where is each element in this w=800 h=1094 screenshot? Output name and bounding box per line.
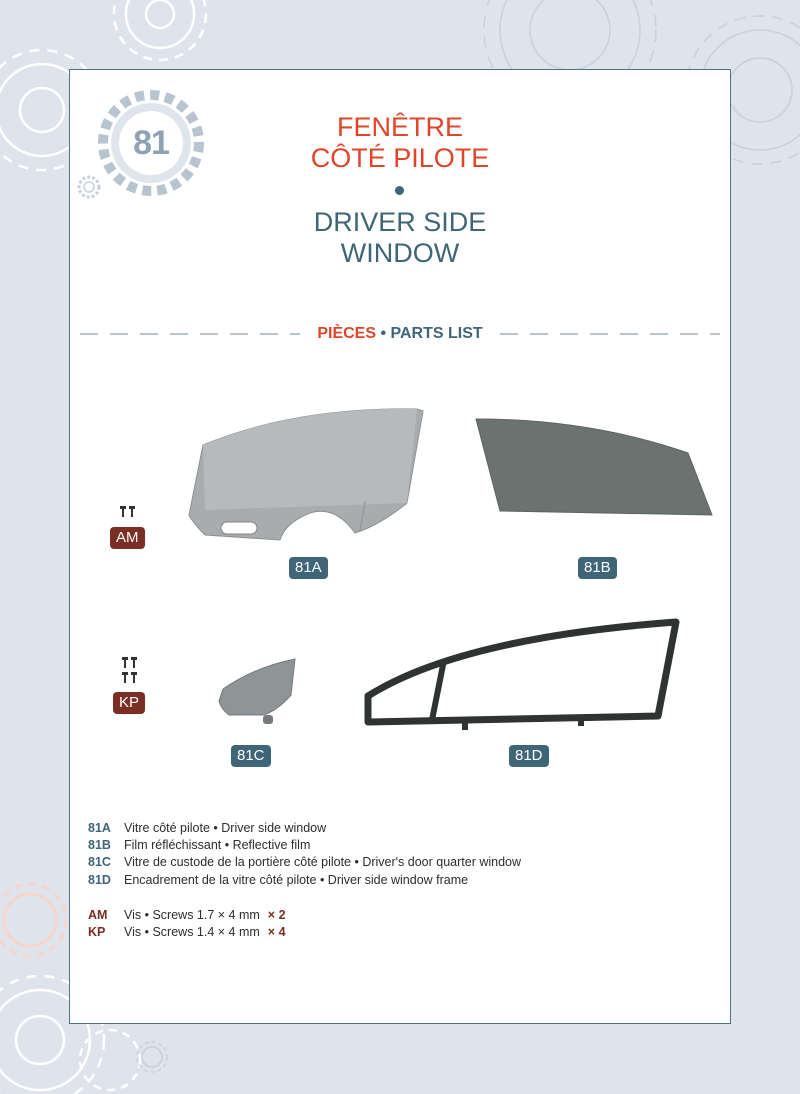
legend-text: Vis • Screws 1.4 × 4 mm bbox=[124, 925, 260, 939]
legend-text: Vis • Screws 1.7 × 4 mm bbox=[124, 908, 260, 922]
legend-code: 81B bbox=[88, 838, 111, 852]
screw-kp-icon bbox=[121, 656, 139, 686]
legend-row-81b bbox=[88, 836, 310, 854]
legend-row-81c bbox=[88, 853, 521, 871]
legend-text: Encadrement de la vitre côté pilote • Driver side window frame bbox=[124, 873, 469, 887]
legend-text: Film réfléchissant • Reflective film bbox=[124, 838, 311, 852]
title-en-line1: DRIVER SIDE bbox=[313, 207, 487, 237]
small-gear-icon bbox=[76, 174, 102, 200]
legend-code: KP bbox=[88, 925, 106, 939]
title-fr-line1: FENÊTRE bbox=[336, 112, 463, 142]
part-81b-film-image bbox=[470, 415, 715, 520]
chapter-number: 81 bbox=[133, 124, 169, 162]
screw-am-icon bbox=[119, 505, 137, 519]
parts-heading-separator: • bbox=[376, 325, 391, 342]
parts-list-heading bbox=[300, 322, 500, 346]
legend-code: 81C bbox=[88, 855, 111, 869]
legend-row-81a bbox=[88, 819, 326, 837]
screw-tag-am: AM bbox=[110, 527, 145, 549]
legend-text: Vitre de custode de la portière côté pilote • Driver's door quarter window bbox=[124, 855, 522, 869]
parts-heading-fr: PIÈCES bbox=[317, 325, 377, 342]
screw-tag-kp: KP bbox=[113, 692, 145, 714]
legend-code: AM bbox=[88, 908, 108, 922]
title-fr-line2: CÔTÉ PILOTE bbox=[310, 143, 490, 173]
part-tag-81a: 81A bbox=[289, 557, 328, 579]
legend-row-screw-kp bbox=[88, 923, 286, 941]
legend-code: 81A bbox=[88, 821, 111, 835]
title-separator-dot bbox=[395, 186, 404, 195]
part-tag-81d: 81D bbox=[509, 745, 549, 767]
part-tag-81b: 81B bbox=[578, 557, 617, 579]
legend-row-screw-am bbox=[88, 906, 286, 924]
part-81d-window-frame-image bbox=[360, 618, 682, 738]
legend-code: 81D bbox=[88, 873, 111, 887]
part-81c-quarter-window-image bbox=[215, 655, 300, 727]
legend-quantity: × 2 bbox=[267, 908, 286, 922]
legend-text: Vitre côté pilote • Driver side window bbox=[124, 821, 327, 835]
part-tag-81c: 81C bbox=[231, 745, 271, 767]
legend-row-81d bbox=[88, 871, 468, 889]
part-81a-window-image bbox=[185, 405, 425, 545]
parts-heading-en: PARTS LIST bbox=[390, 325, 483, 342]
legend-quantity: × 4 bbox=[267, 925, 286, 939]
title-en-line2: WINDOW bbox=[340, 238, 460, 268]
